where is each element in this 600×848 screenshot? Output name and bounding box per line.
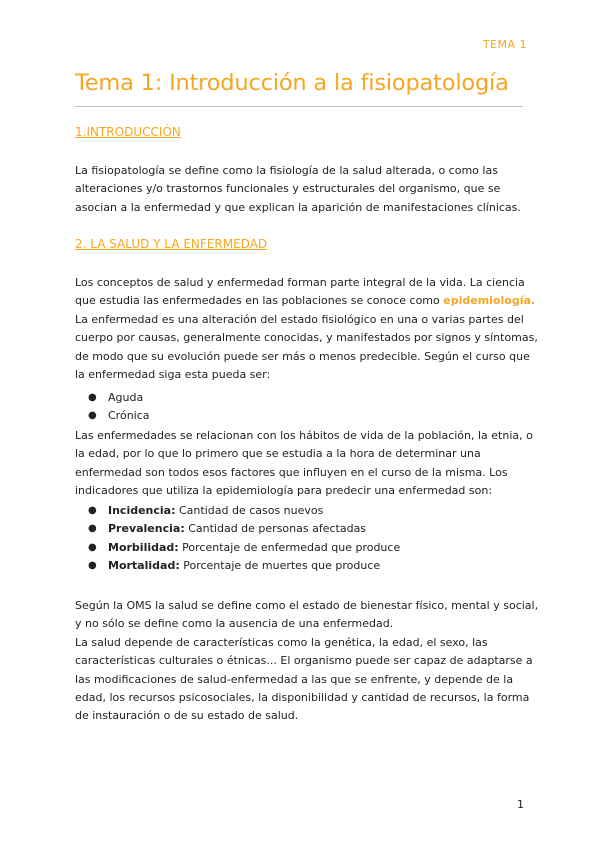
bullet-icon: ●	[88, 560, 97, 572]
salud-paragraph-1	[75, 274, 538, 384]
bullet-icon: ●	[88, 523, 97, 535]
indicator-term: Mortalidad:	[108, 559, 180, 573]
indicator-desc: Porcentaje de muertes que produce	[179, 559, 381, 573]
bullet-icon: ●	[88, 410, 97, 422]
text-line: La fisiopatología se define como la fisiología de la salud alterada, o como las	[75, 164, 498, 177]
bullet-icon: ●	[88, 541, 97, 553]
header-tag: TEMA 1	[482, 38, 527, 51]
title-divider	[75, 106, 523, 107]
indicator-term: Morbilidad:	[108, 540, 179, 554]
list-item	[75, 520, 400, 538]
indicator-desc: Porcentaje de enfermedad que produce	[178, 540, 401, 554]
text-line: Las enfermedades se relacionan con los hábitos de vida de la población, la etnia, o	[75, 429, 533, 442]
text-line: indicadores que utiliza la epidemiología para predecir una enfermedad son:	[75, 484, 493, 498]
text-segment: que estudia las enfermedades en las poblaciones se conoce como	[75, 294, 444, 308]
page-title: Tema 1: Introducción a la fisiopatología	[75, 70, 509, 96]
intro-paragraph	[75, 162, 535, 217]
text-line: asocian a la enfermedad y que explican la aparición de manifestaciones clínicas.	[75, 200, 521, 214]
salud-paragraph-2	[75, 427, 535, 501]
bullet-icon: ●	[88, 392, 97, 403]
text-line: edad, los recursos psicosociales, la disponibilidad y cantidad de recursos, la forma	[75, 691, 530, 705]
list-item-label: Crónica	[108, 409, 150, 423]
text-line: características culturales o étnicas... El organismo puede ser capaz de adaptarse a	[75, 654, 533, 668]
text-line: la edad, por lo que lo primero que se estudia a la hora de determinar una	[75, 447, 481, 461]
highlight-term-epidemiologia: epidemiología	[443, 294, 531, 308]
text-line: Los conceptos de salud y enfermedad forman parte integral de la vida. La ciencia	[75, 276, 525, 289]
indicator-desc: Cantidad de personas afectadas	[184, 522, 367, 536]
text-line: las modificaciones de salud-enfermedad a las que se enfrente, y depende de la	[75, 672, 514, 686]
list-item	[75, 539, 400, 557]
bullet-icon: ●	[88, 505, 97, 516]
text-line: de modo que su evolución puede ser más o menos predecible. Según el curso que	[75, 349, 530, 363]
section-heading-introduccion: 1.INTRODUCCIÓN	[75, 125, 181, 139]
list-item	[75, 407, 150, 425]
list-item	[75, 502, 400, 520]
section-heading-salud-enfermedad: 2. LA SALUD Y LA ENFERMEDAD	[75, 237, 268, 251]
salud-paragraph-3	[75, 597, 539, 726]
list-item	[75, 389, 150, 407]
text-line: cuerpo por causas, generalmente conocidas, y manifestados por signos y síntomas,	[75, 331, 538, 345]
text-line: alteraciones y/o trastornos funcionales y estructurales del organismo, que se	[75, 182, 501, 196]
text-line: Según la OMS la salud se define como el estado de bienestar físico, mental y social,	[75, 599, 539, 612]
text-line: La salud depende de características como la genética, la edad, el sexo, las	[75, 635, 488, 649]
course-type-list	[75, 389, 150, 426]
text-line: La enfermedad es una alteración del estado fisiológico en una o varias partes del	[75, 312, 524, 326]
list-item	[75, 557, 400, 575]
text-line: y no sólo se define como la ausencia de una enfermedad.	[75, 617, 394, 631]
indicator-list	[75, 502, 400, 576]
text-line: enfermedad son todos esos factores que influyen en el curso de la misma. Los	[75, 465, 508, 479]
indicator-desc: Cantidad de casos nuevos	[175, 504, 324, 517]
page-number: 1	[517, 798, 524, 811]
text-segment: .	[530, 294, 536, 308]
indicator-term: Incidencia:	[108, 504, 176, 517]
indicator-term: Prevalencia:	[108, 522, 185, 536]
list-item-label: Aguda	[108, 391, 144, 404]
text-line	[75, 292, 535, 310]
text-line: de instauración o de su estado de salud.	[75, 709, 299, 723]
text-line: la enfermedad siga esta pueda ser:	[75, 368, 271, 382]
